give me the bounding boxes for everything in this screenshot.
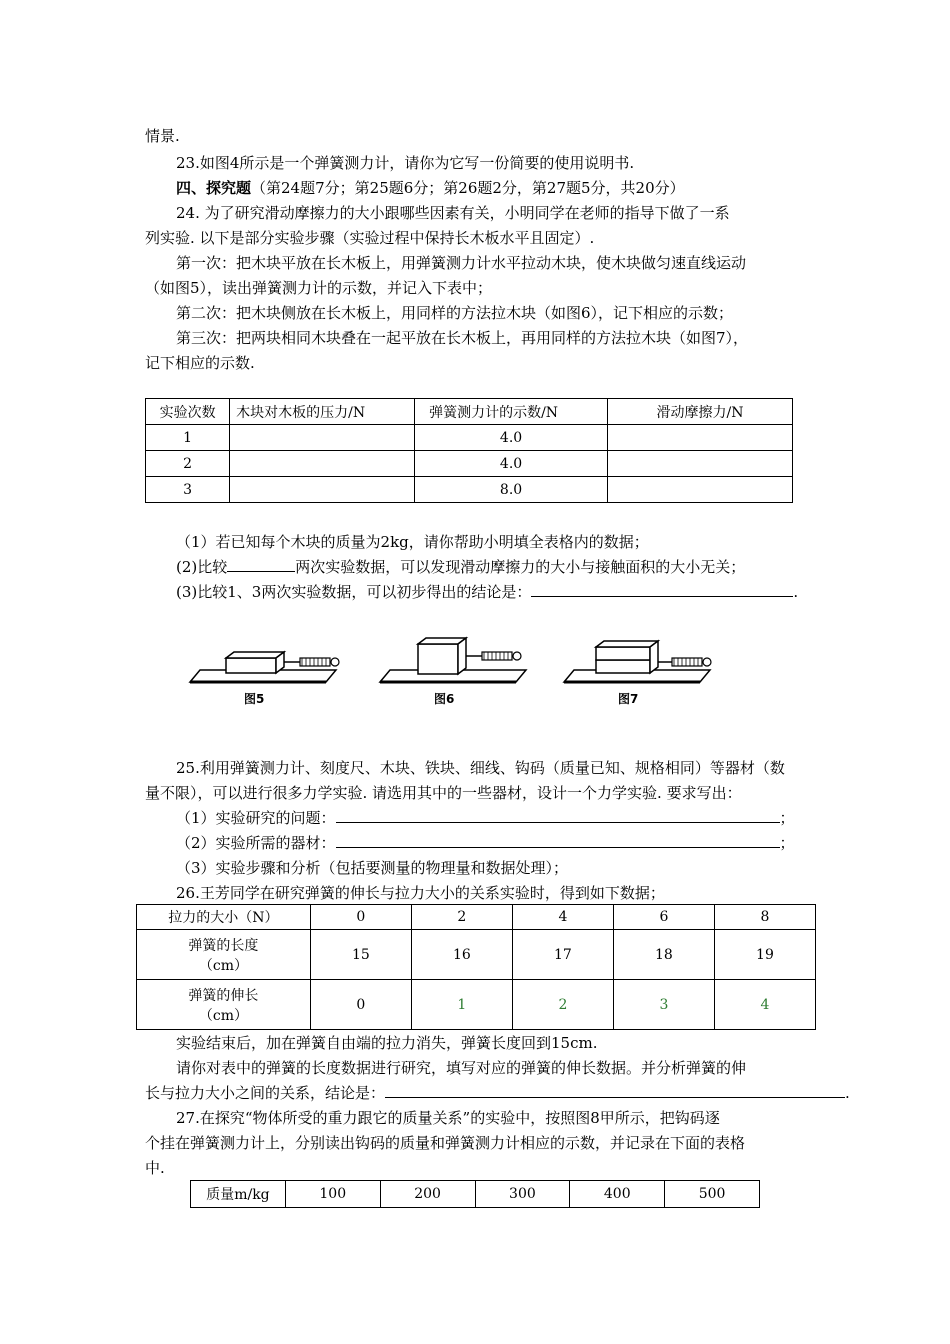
table-cell: 3 xyxy=(613,980,714,1030)
table-header: 实验次数 xyxy=(146,399,230,425)
answer-blank[interactable] xyxy=(336,808,780,823)
table-cell: 4 xyxy=(512,905,613,930)
text-line: 情景. xyxy=(145,127,180,145)
table-cell[interactable] xyxy=(230,425,415,451)
table-row xyxy=(137,905,816,930)
question-26-note: 实验结束后，加在弹簧自由端的拉力消失，弹簧长度回到15cm. xyxy=(176,1034,598,1052)
table-cell: 4.0 xyxy=(415,425,608,451)
figure-5-diagram xyxy=(186,640,346,688)
table-cell: 4.0 xyxy=(415,451,608,477)
semicolon: ； xyxy=(779,834,795,852)
conclusion-text: 长与拉力大小之间的关系，结论是： xyxy=(145,1084,386,1102)
table-cell: 6 xyxy=(613,905,714,930)
figure-7-diagram xyxy=(560,632,720,688)
question-25-part3: （3）实验步骤和分析（包括要测量的物理量和数据处理）； xyxy=(176,859,569,877)
table-cell: 500 xyxy=(665,1181,760,1208)
question-25-line1: 25.利用弹簧测力计、刻度尺、木块、铁块、细线、钩码（质量已知、规格相同）等器材（数 xyxy=(176,759,785,777)
table-cell[interactable] xyxy=(608,451,793,477)
figure-7-label: 图7 xyxy=(618,692,639,706)
question-24-line2: 列实验. 以下是部分实验步骤（实验过程中保持长木板水平且固定）. xyxy=(145,229,595,247)
table-row xyxy=(146,477,793,503)
step-1-line1: 第一次：把木块平放在长木板上，用弹簧测力计水平拉动木块，使木块做匀速直线运动 xyxy=(176,254,747,272)
friction-table xyxy=(145,398,793,503)
table-cell: 拉力的大小（N） xyxy=(137,905,311,930)
question-23: 23.如图4所示是一个弹簧测力计，请你为它写一份简要的使用说明书. xyxy=(176,154,635,172)
figure-5-label: 图5 xyxy=(244,692,265,706)
table-cell: 18 xyxy=(613,930,714,980)
table-cell[interactable] xyxy=(608,425,793,451)
answer-blank[interactable] xyxy=(336,833,780,848)
question-26: 26.王芳同学在研究弹簧的伸长与拉力大小的关系实验时，得到如下数据； xyxy=(176,884,665,902)
table-cell: 15 xyxy=(310,930,411,980)
question-25-part1 xyxy=(176,808,795,828)
table-cell: 1 xyxy=(411,980,512,1030)
table-cell: 100 xyxy=(285,1181,380,1208)
row-unit: （cm） xyxy=(198,957,248,974)
table-cell: 19 xyxy=(714,930,815,980)
question-27-line2: 个挂在弹簧测力计上，分别读出钩码的质量和弹簧测力计相应的示数，并记录在下面的表格 xyxy=(145,1134,746,1152)
row-label: 弹簧的长度 xyxy=(188,937,259,954)
table-row xyxy=(137,980,816,1030)
table-cell: 3 xyxy=(146,477,230,503)
question-27-line3: 中. xyxy=(145,1159,165,1177)
step-3-line1: 第三次：把两块相同木块叠在一起平放在长木板上，再用同样的方法拉木块（如图7）， xyxy=(176,329,749,347)
step-2: 第二次：把木块侧放在长木板上，用同样的方法拉木块（如图6），记下相应的示数； xyxy=(176,304,734,322)
section-title: 四、探究题 xyxy=(176,179,252,197)
answer-blank[interactable] xyxy=(385,1083,845,1098)
period: . xyxy=(845,1084,850,1102)
semicolon: ； xyxy=(779,809,795,827)
table-cell: 质量m/kg xyxy=(191,1181,286,1208)
answer-blank[interactable] xyxy=(227,557,295,572)
step-1-line2: （如图5），读出弹簧测力计的示数，并记入下表中； xyxy=(145,279,493,297)
table-cell: 400 xyxy=(570,1181,665,1208)
table-cell xyxy=(137,980,311,1030)
table-header: 木块对木板的压力/N xyxy=(230,399,415,425)
part1-text: （1）实验研究的问题： xyxy=(176,809,336,827)
question-26-instruction-line2 xyxy=(145,1083,850,1103)
row-label: 弹簧的伸长 xyxy=(188,987,259,1004)
section-note: （第24题7分；第25题6分；第26题2分，第27题5分，共20分） xyxy=(251,179,685,197)
question-27-line1: 27.在探究“物体所受的重力跟它的质量关系”的实验中，按照图8甲所示，把钩码逐 xyxy=(176,1109,720,1127)
mass-table xyxy=(190,1180,760,1208)
answer-blank[interactable] xyxy=(531,582,793,597)
table-cell: 8.0 xyxy=(415,477,608,503)
section-4-heading xyxy=(176,178,685,198)
table-row xyxy=(191,1181,760,1208)
table-cell: 2 xyxy=(411,905,512,930)
question-25-part2 xyxy=(176,833,795,853)
table-header: 弹簧测力计的示数/N xyxy=(415,399,608,425)
table-cell: 16 xyxy=(411,930,512,980)
part2-prefix: (2)比较 xyxy=(176,558,228,576)
step-3-line2: 记下相应的示数. xyxy=(145,354,255,372)
question-24-part3 xyxy=(176,582,798,602)
question-25-line2: 量不限），可以进行很多力学实验. 请选用其中的一些器材，设计一个力学实验. 要求写出： xyxy=(145,784,742,802)
part2-suffix: 两次实验数据，可以发现滑动摩擦力的大小与接触面积的大小无关； xyxy=(295,558,746,576)
table-header-row xyxy=(146,399,793,425)
figure-6-label: 图6 xyxy=(434,692,455,706)
table-cell: 17 xyxy=(512,930,613,980)
table-cell: 4 xyxy=(714,980,815,1030)
row-unit: （cm） xyxy=(198,1007,248,1024)
question-24-line1: 24. 为了研究滑动摩擦力的大小跟哪些因素有关，小明同学在老师的指导下做了一系 xyxy=(176,204,730,222)
table-cell xyxy=(137,930,311,980)
table-cell: 300 xyxy=(475,1181,570,1208)
table-cell: 0 xyxy=(310,980,411,1030)
table-cell[interactable] xyxy=(230,477,415,503)
table-row xyxy=(137,930,816,980)
table-cell: 200 xyxy=(380,1181,475,1208)
table-cell[interactable] xyxy=(608,477,793,503)
table-cell: 2 xyxy=(146,451,230,477)
question-26-instruction-line1: 请你对表中的弹簧的长度数据进行研究，填写对应的弹簧的伸长数据。并分析弹簧的伸 xyxy=(176,1059,747,1077)
table-cell: 8 xyxy=(714,905,815,930)
table-row xyxy=(146,451,793,477)
table-row xyxy=(146,425,793,451)
period: . xyxy=(793,583,799,601)
part3-text: (3)比较1、3两次实验数据，可以初步得出的结论是： xyxy=(176,583,532,601)
table-cell: 2 xyxy=(512,980,613,1030)
part2-text: （2）实验所需的器材： xyxy=(176,834,336,852)
question-24-part1: （1）若已知每个木块的质量为2kg，请你帮助小明填全表格内的数据； xyxy=(176,533,649,551)
spring-table xyxy=(136,904,816,1030)
table-cell: 1 xyxy=(146,425,230,451)
question-24-part2 xyxy=(176,557,745,577)
figure-6-diagram xyxy=(376,628,536,688)
table-cell: 0 xyxy=(310,905,411,930)
table-cell[interactable] xyxy=(230,451,415,477)
table-header: 滑动摩擦力/N xyxy=(608,399,793,425)
